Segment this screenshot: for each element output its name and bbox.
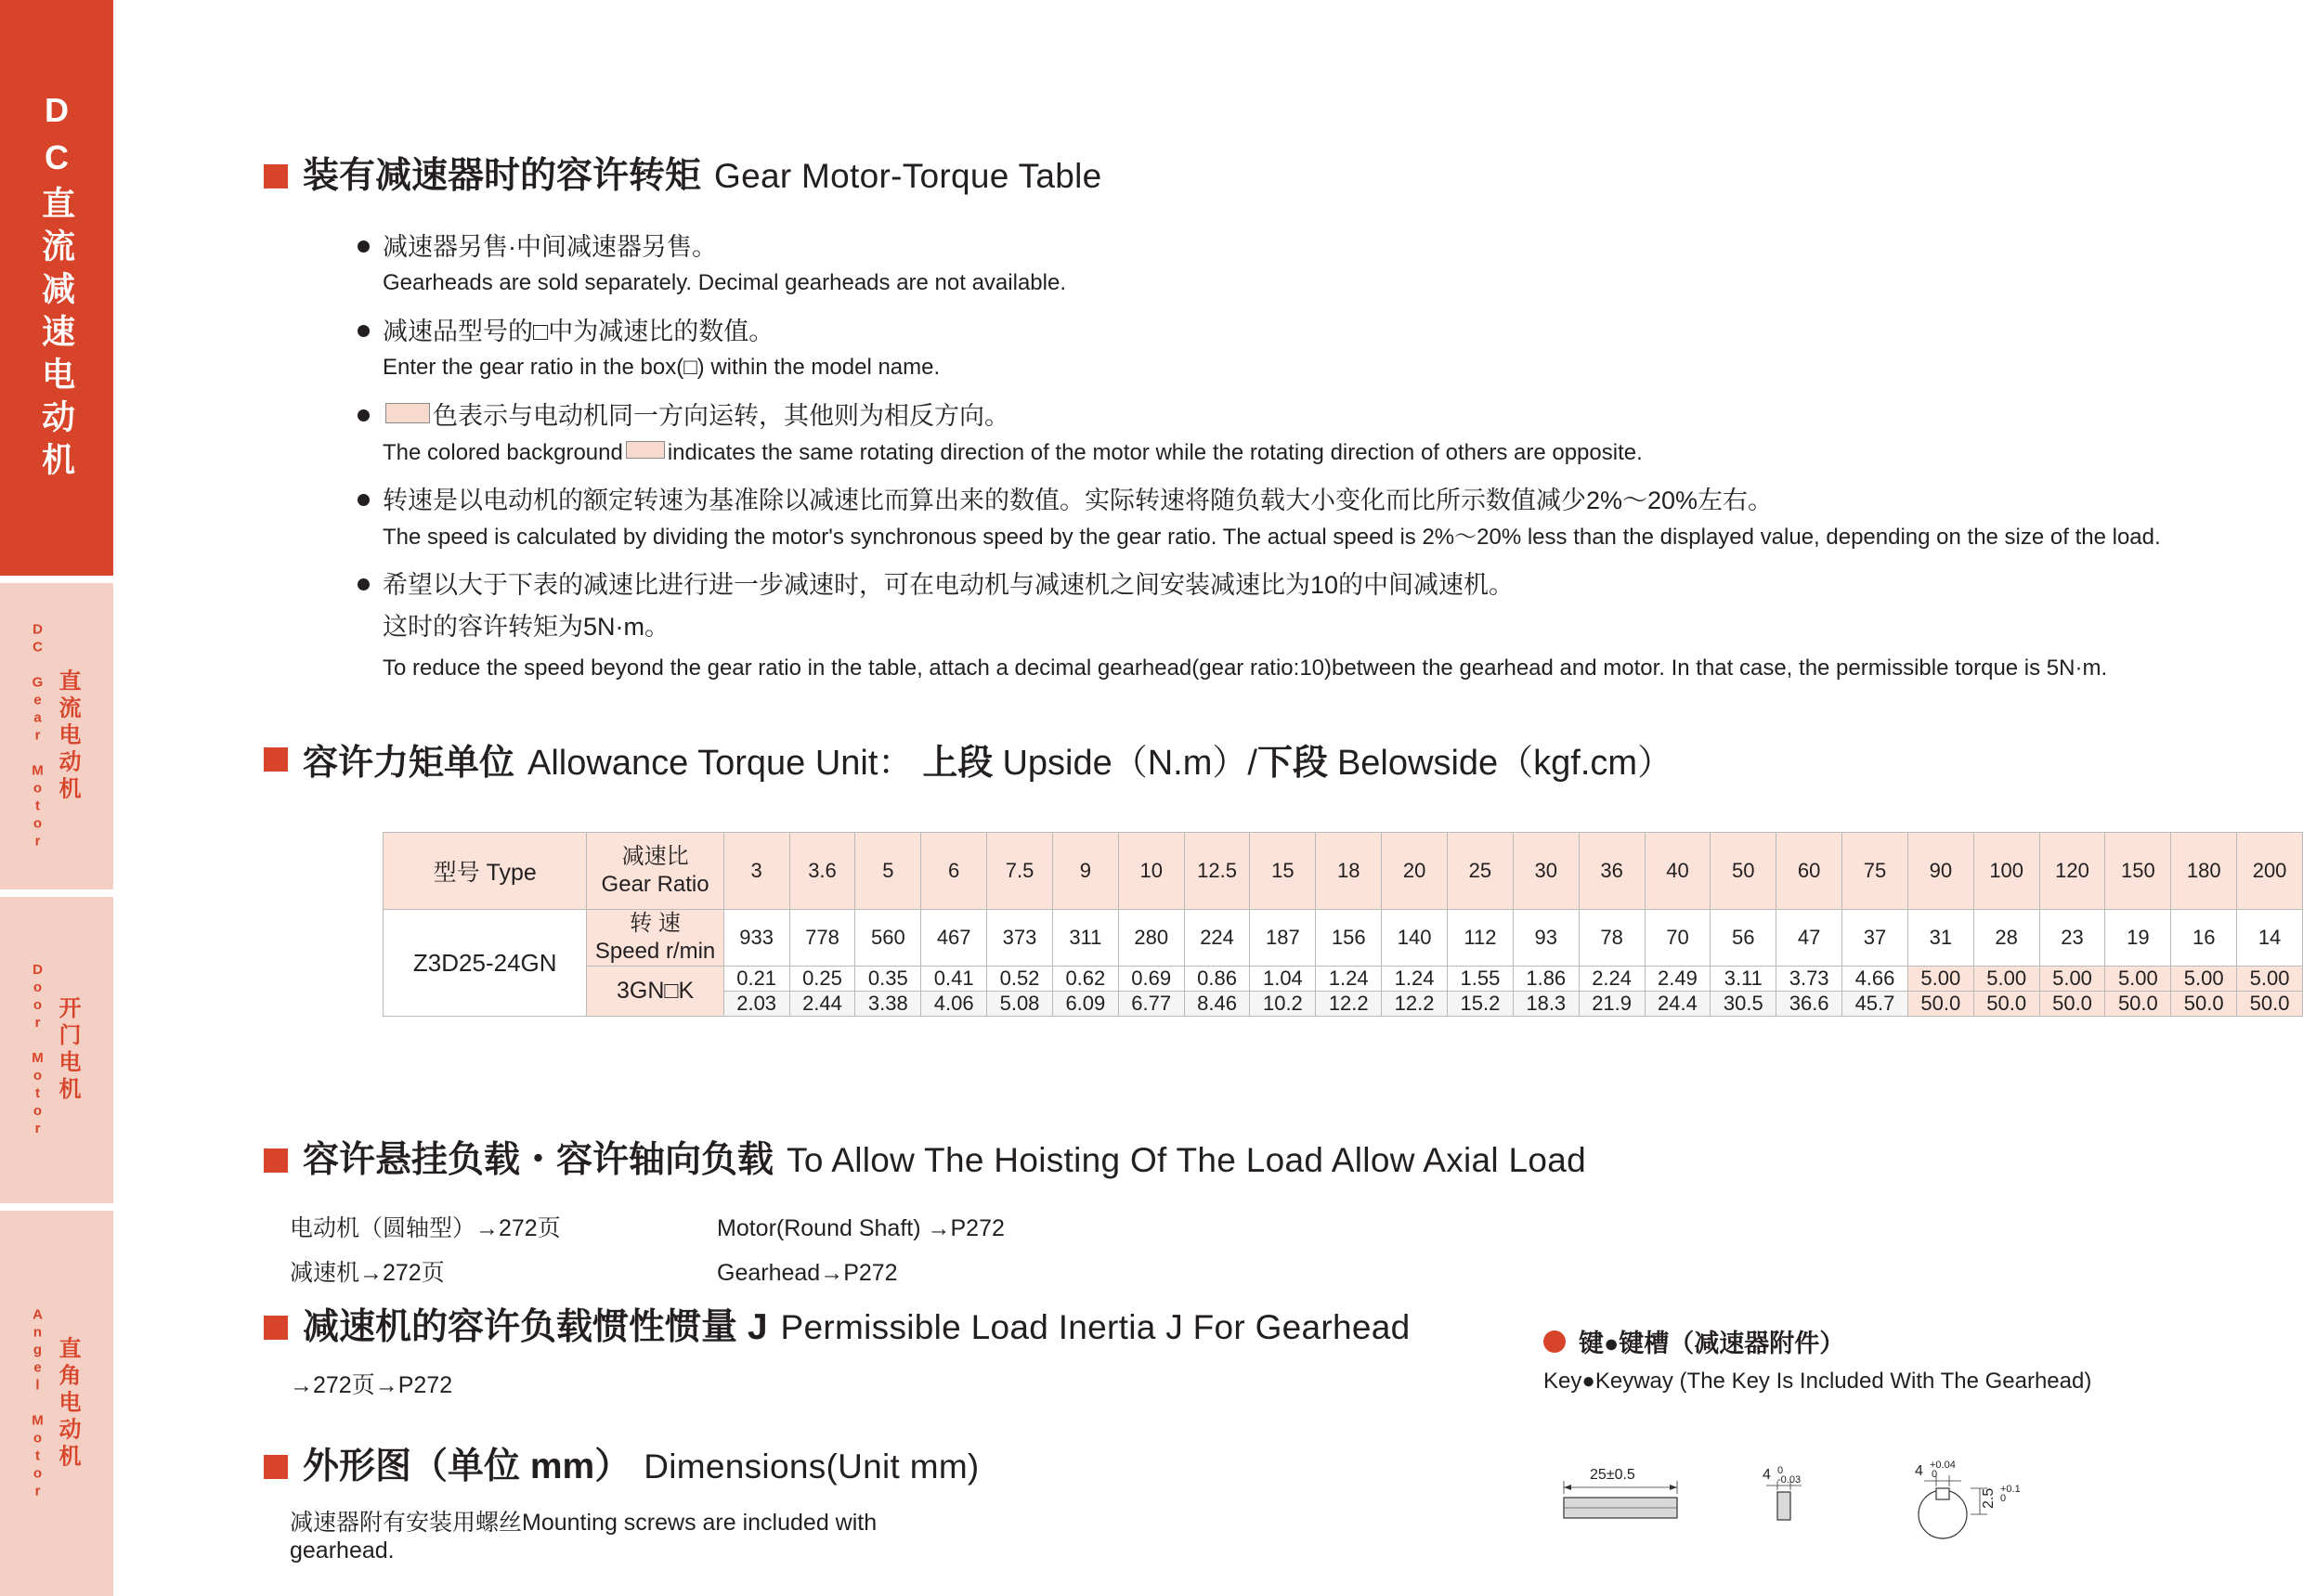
section-allowance-torque-unit bbox=[264, 733, 1672, 785]
torque-nm-cell: 0.52 bbox=[987, 967, 1053, 992]
ratio-cell: 90 bbox=[1907, 833, 1973, 910]
square-bullet-icon bbox=[264, 164, 288, 188]
torque-kgf-cell: 50.0 bbox=[2105, 992, 2171, 1017]
square-bullet-icon bbox=[264, 1148, 288, 1173]
torque-kgf-cell: 12.2 bbox=[1316, 992, 1382, 1017]
note-5-en: To reduce the speed beyond the gear ratio in the table, attach a decimal gearhead(gear ratio:10)between the gearhead and motor. In that case, the permissible torque is 5N·m. bbox=[383, 655, 2108, 681]
section1-heading bbox=[264, 158, 1102, 194]
ratio-cell: 50 bbox=[1711, 833, 1776, 910]
ratio-cell: 7.5 bbox=[987, 833, 1053, 910]
ratio-cell: 6 bbox=[921, 833, 987, 910]
section3-heading-en: To Allow The Hoisting Of The Load Allow Axial Load bbox=[787, 1141, 1587, 1179]
ratio-cell: 18 bbox=[1316, 833, 1382, 910]
speed-cell: 37 bbox=[1842, 910, 1908, 967]
torque-kgf-cell: 24.4 bbox=[1645, 992, 1711, 1017]
note-1-cn: 减速器另售·中间减速器另售。 bbox=[383, 233, 717, 261]
section-hoisting-axial-load bbox=[264, 1140, 1587, 1286]
torque-kgf-cell: 6.77 bbox=[1118, 992, 1184, 1017]
ratio-cell: 40 bbox=[1645, 833, 1711, 910]
key-dimension-drawings bbox=[1543, 1434, 2193, 1574]
speed-cell: 78 bbox=[1579, 910, 1645, 967]
dim-key-length: 25±0.5 bbox=[1590, 1467, 1635, 1483]
speed-label-en: Speed r/min bbox=[594, 939, 716, 964]
speed-label-cn: 转 速 bbox=[630, 911, 681, 936]
section1-heading-cn: 装有减速器时的容许转矩 bbox=[303, 156, 702, 196]
speed-cell: 47 bbox=[1776, 910, 1842, 967]
note-2-en: Enter the gear ratio in the box(□) within the model name. bbox=[383, 355, 941, 381]
note-item-2 bbox=[383, 315, 2240, 383]
ratio-cell: 75 bbox=[1842, 833, 1908, 910]
torque-nm-cell: 1.86 bbox=[1513, 967, 1579, 992]
torque-kgf-cell: 18.3 bbox=[1513, 992, 1579, 1017]
torque-nm-cell: 0.41 bbox=[921, 967, 987, 992]
note-item-5 bbox=[383, 568, 2240, 683]
key-bar-drawing bbox=[1564, 1467, 1677, 1518]
square-bullet-icon bbox=[264, 1455, 288, 1479]
speed-cell: 16 bbox=[2171, 910, 2237, 967]
header-gear-ratio bbox=[587, 833, 723, 910]
torque-nm-cell: 1.24 bbox=[1382, 967, 1448, 992]
header-type-cn: 型号 bbox=[433, 860, 480, 886]
note-4-en: The speed is calculated by dividing the motor's synchronous speed by the gear ratio. The actual speed is 2%～20% less than the displayed value, depending on the size of the load. bbox=[383, 524, 2161, 550]
section5-sub: 减速器附有安装用螺丝Mounting screws are included with gearhead. bbox=[290, 1510, 878, 1564]
section5-heading bbox=[264, 1448, 980, 1485]
header-gear-ratio-en: Gear Ratio bbox=[601, 872, 709, 897]
bullet-dot-icon bbox=[358, 409, 370, 422]
torque-nm-cell: 5.00 bbox=[1907, 967, 1973, 992]
section-gear-motor-torque-table bbox=[264, 158, 1102, 194]
torque-nm-cell: 2.24 bbox=[1579, 967, 1645, 992]
speed-cell: 31 bbox=[1907, 910, 1973, 967]
key-keyway-heading-cn: 键●键槽（减速器附件） bbox=[1579, 1330, 1845, 1357]
ratio-cell: 150 bbox=[2105, 833, 2171, 910]
torque-nm-cell: 0.25 bbox=[789, 967, 855, 992]
torque-nm-cell: 5.00 bbox=[2105, 967, 2171, 992]
dim-depth-tol-lower: 0 bbox=[2000, 1493, 2007, 1504]
section3-heading bbox=[264, 1142, 1586, 1178]
section3-row-2-cn: 减速机→272页 bbox=[290, 1259, 445, 1286]
section-load-inertia bbox=[264, 1307, 1411, 1398]
torque-nm-cell: 5.00 bbox=[2171, 967, 2237, 992]
torque-kgf-cell: 50.0 bbox=[1973, 992, 2039, 1017]
torque-nm-cell: 3.11 bbox=[1711, 967, 1776, 992]
note-1-en: Gearheads are sold separately. Decimal gearheads are not available. bbox=[383, 270, 1066, 296]
dim-depth: 2.5 bbox=[1981, 1487, 1997, 1509]
torque-nm-cell: 0.86 bbox=[1184, 967, 1250, 992]
section4-heading-cn: 减速机的容许负载惯性惯量 J bbox=[303, 1307, 768, 1347]
section2-heading bbox=[264, 733, 1672, 785]
section2-heading-en: Allowance Torque Unit： bbox=[527, 744, 914, 783]
torque-kgf-cell: 50.0 bbox=[2237, 992, 2303, 1017]
speed-cell: 373 bbox=[987, 910, 1053, 967]
header-type-en: Type bbox=[486, 860, 537, 886]
section3-row-1-en: Motor(Round Shaft) →P272 bbox=[717, 1215, 1005, 1241]
speed-cell: 14 bbox=[2237, 910, 2303, 967]
section3-rows bbox=[290, 1207, 1005, 1295]
ratio-cell: 12.5 bbox=[1184, 833, 1250, 910]
torque-nm-cell: 1.24 bbox=[1316, 967, 1382, 992]
bullet-dot-icon bbox=[358, 578, 370, 590]
bullet-dot-icon bbox=[358, 325, 370, 337]
torque-kgf-cell: 8.46 bbox=[1184, 992, 1250, 1017]
sidebar-tab-label-active: DC直流减速电动机 bbox=[37, 91, 76, 485]
section5-heading-en: Dimensions(Unit mm) bbox=[644, 1447, 980, 1486]
ratio-cell: 3.6 bbox=[789, 833, 855, 910]
note-3-cn-text: 色表示与电动机同一方向运转，其他则为相反方向。 bbox=[433, 402, 1009, 431]
torque-kgf-cell: 6.09 bbox=[1052, 992, 1118, 1017]
section3-row-2 bbox=[290, 1252, 1005, 1296]
ratio-cell: 3 bbox=[723, 833, 789, 910]
dim-key-width: 4 bbox=[1763, 1467, 1771, 1483]
table-row-speed bbox=[384, 910, 2303, 967]
section2-upside-cn: 上段 bbox=[922, 744, 994, 783]
speed-label-cell bbox=[587, 910, 723, 967]
torque-kgf-cell: 5.08 bbox=[987, 992, 1053, 1017]
torque-kgf-cell: 15.2 bbox=[1448, 992, 1514, 1017]
ratio-cell: 60 bbox=[1776, 833, 1842, 910]
torque-kgf-cell: 30.5 bbox=[1711, 992, 1776, 1017]
color-swatch-icon bbox=[626, 441, 665, 459]
shaft-keyway-drawing bbox=[1915, 1460, 2021, 1538]
speed-cell: 28 bbox=[1973, 910, 2039, 967]
section1-heading-en: Gear Motor-Torque Table bbox=[714, 157, 1102, 195]
section4-heading-en: Permissible Load Inertia J For Gearhead bbox=[780, 1308, 1411, 1346]
torque-nm-cell: 3.73 bbox=[1776, 967, 1842, 992]
note-4-cn: 转速是以电动机的额定转速为基准除以减速比而算出来的数值。实际转速将随负载大小变化而比所示数值减少2%～20%左右。 bbox=[383, 487, 1774, 515]
table-header-row bbox=[384, 833, 2303, 910]
ratio-cell: 180 bbox=[2171, 833, 2237, 910]
torque-kgf-cell: 10.2 bbox=[1250, 992, 1316, 1017]
section-dimensions bbox=[264, 1447, 980, 1564]
ratio-cell: 20 bbox=[1382, 833, 1448, 910]
ratio-cell: 25 bbox=[1448, 833, 1514, 910]
sidebar-tab-label-en-3: Angel Motor bbox=[30, 1306, 46, 1500]
torque-kgf-cell: 50.0 bbox=[1907, 992, 1973, 1017]
speed-cell: 56 bbox=[1711, 910, 1776, 967]
speed-cell: 156 bbox=[1316, 910, 1382, 967]
note-2-cn: 减速品型号的□中为减速比的数值。 bbox=[383, 318, 774, 346]
section3-row-2-en: Gearhead→P272 bbox=[717, 1259, 898, 1286]
gear-ratio-table-wrap bbox=[383, 832, 2303, 1017]
torque-kgf-cell: 4.06 bbox=[921, 992, 987, 1017]
dim-slot-tol-upper: +0.04 bbox=[1930, 1460, 1956, 1471]
section2-upside-en: Upside（N.m）/ bbox=[1002, 744, 1257, 783]
section5-heading-cn: 外形图（单位 mm） bbox=[303, 1447, 631, 1486]
dim-key-width-tol-lower: -0.03 bbox=[1777, 1474, 1802, 1486]
color-swatch-icon bbox=[385, 403, 430, 423]
speed-cell: 467 bbox=[921, 910, 987, 967]
speed-cell: 93 bbox=[1513, 910, 1579, 967]
note-3-cn bbox=[383, 399, 2240, 433]
circle-bullet-icon bbox=[1543, 1330, 1566, 1353]
speed-cell: 70 bbox=[1645, 910, 1711, 967]
dim-slot-width: 4 bbox=[1915, 1463, 1923, 1479]
torque-kgf-cell: 45.7 bbox=[1842, 992, 1908, 1017]
sidebar-tab-door-motor[interactable] bbox=[0, 897, 113, 1203]
note-3-en bbox=[383, 437, 2240, 469]
torque-nm-cell: 5.00 bbox=[2237, 967, 2303, 992]
ratio-cell: 200 bbox=[2237, 833, 2303, 910]
section4-heading bbox=[264, 1309, 1411, 1345]
torque-kgf-cell: 50.0 bbox=[2039, 992, 2105, 1017]
speed-cell: 311 bbox=[1052, 910, 1118, 967]
torque-kgf-cell: 2.44 bbox=[789, 992, 855, 1017]
note-3-en-post: indicates the same rotating direction of the motor while the rotating direction of others are opposite. bbox=[667, 439, 1643, 465]
ratio-cell: 100 bbox=[1973, 833, 2039, 910]
notes-list bbox=[383, 230, 2240, 700]
section4-sub: →272页→P272 bbox=[290, 1372, 453, 1398]
ratio-cell: 10 bbox=[1118, 833, 1184, 910]
sidebar-tab-label-cn-2: 开门电机 bbox=[55, 996, 80, 1104]
sidebar-tab-label-en-2: Door Motor bbox=[30, 962, 46, 1138]
speed-cell: 778 bbox=[789, 910, 855, 967]
torque-nm-cell: 0.21 bbox=[723, 967, 789, 992]
sidebar-tab-dc-gear-motor[interactable] bbox=[0, 583, 113, 889]
side-tab-rail bbox=[0, 0, 113, 1596]
note-5-cn-2: 这时的容许转矩为5N·m。 bbox=[383, 612, 670, 641]
key-keyway-note bbox=[1543, 1323, 2193, 1395]
speed-cell: 560 bbox=[855, 910, 921, 967]
ratio-cell: 15 bbox=[1250, 833, 1316, 910]
section3-row-1-cn: 电动机（圆轴型）→272页 bbox=[290, 1215, 561, 1241]
note-item-1 bbox=[383, 230, 2240, 299]
key-keyway-heading-en: Key●Keyway (The Key Is Included With The Gearhead) bbox=[1543, 1369, 2092, 1394]
square-bullet-icon bbox=[264, 747, 288, 772]
speed-cell: 23 bbox=[2039, 910, 2105, 967]
torque-kgf-cell: 3.38 bbox=[855, 992, 921, 1017]
sidebar-tab-dc-gear-motor-active[interactable] bbox=[0, 0, 113, 576]
section2-below-en: Belowside（kgf.cm） bbox=[1336, 744, 1673, 783]
ratio-cell: 36 bbox=[1579, 833, 1645, 910]
sidebar-tab-label-en-1: DC Gear Motor bbox=[30, 621, 46, 851]
ratio-cell: 9 bbox=[1052, 833, 1118, 910]
speed-cell: 187 bbox=[1250, 910, 1316, 967]
ratio-cell: 5 bbox=[855, 833, 921, 910]
note-3-en-pre: The colored background bbox=[383, 439, 623, 465]
speed-cell: 280 bbox=[1118, 910, 1184, 967]
dim-key-width-tol-upper: 0 bbox=[1777, 1465, 1784, 1476]
model-name-cell: Z3D25-24GN bbox=[384, 910, 587, 1017]
torque-nm-cell: 0.35 bbox=[855, 967, 921, 992]
speed-cell: 140 bbox=[1382, 910, 1448, 967]
torque-kgf-cell: 21.9 bbox=[1579, 992, 1645, 1017]
torque-nm-cell: 2.49 bbox=[1645, 967, 1711, 992]
speed-cell: 19 bbox=[2105, 910, 2171, 967]
key-drawing-svg bbox=[1543, 1434, 2193, 1574]
section3-heading-cn: 容许悬挂负载・容许轴向负载 bbox=[303, 1140, 774, 1180]
torque-nm-cell: 1.04 bbox=[1250, 967, 1316, 992]
header-gear-ratio-cn: 减速比 bbox=[621, 844, 689, 869]
page-content bbox=[113, 0, 2303, 1596]
note-5-cn: 希望以大于下表的减速比进行进一步减速时，可在电动机与减速机之间安装减速比为10的中间减速机。 bbox=[383, 571, 1515, 600]
bullet-dot-icon bbox=[358, 494, 370, 506]
speed-cell: 933 bbox=[723, 910, 789, 967]
square-bullet-icon bbox=[264, 1316, 288, 1340]
torque-kgf-cell: 12.2 bbox=[1382, 992, 1448, 1017]
header-type bbox=[384, 833, 587, 910]
ratio-cell: 30 bbox=[1513, 833, 1579, 910]
ratio-cell: 120 bbox=[2039, 833, 2105, 910]
gear-model-label-cell: 3GN□K bbox=[587, 967, 723, 1017]
speed-cell: 224 bbox=[1184, 910, 1250, 967]
key-keyway-heading bbox=[1543, 1323, 2193, 1359]
speed-cell: 112 bbox=[1448, 910, 1514, 967]
torque-kgf-cell: 36.6 bbox=[1776, 992, 1842, 1017]
sidebar-tab-label-cn-3: 直角电动机 bbox=[55, 1336, 80, 1471]
note-item-3 bbox=[383, 399, 2240, 468]
dim-depth-tol-upper: +0.1 bbox=[2000, 1484, 2021, 1495]
sidebar-tab-label-cn-1: 直流电动机 bbox=[55, 668, 80, 804]
section2-below-cn: 下段 bbox=[1256, 744, 1328, 783]
torque-nm-cell: 0.62 bbox=[1052, 967, 1118, 992]
gear-ratio-table bbox=[383, 832, 2303, 1017]
torque-nm-cell: 5.00 bbox=[1973, 967, 2039, 992]
torque-kgf-cell: 50.0 bbox=[2171, 992, 2237, 1017]
section2-heading-cn: 容许力矩单位 bbox=[303, 744, 515, 783]
dim-slot-tol-lower: 0 bbox=[1932, 1469, 1938, 1480]
table-row-torque-nm bbox=[384, 967, 2303, 992]
torque-nm-cell: 1.55 bbox=[1448, 967, 1514, 992]
bullet-dot-icon bbox=[358, 240, 370, 253]
key-end-view-drawing bbox=[1763, 1465, 1802, 1520]
section3-row-1 bbox=[290, 1207, 1005, 1252]
sidebar-tab-angel-motor[interactable] bbox=[0, 1211, 113, 1596]
torque-nm-cell: 0.69 bbox=[1118, 967, 1184, 992]
note-item-4 bbox=[383, 484, 2240, 552]
torque-kgf-cell: 2.03 bbox=[723, 992, 789, 1017]
torque-nm-cell: 4.66 bbox=[1842, 967, 1908, 992]
torque-nm-cell: 5.00 bbox=[2039, 967, 2105, 992]
